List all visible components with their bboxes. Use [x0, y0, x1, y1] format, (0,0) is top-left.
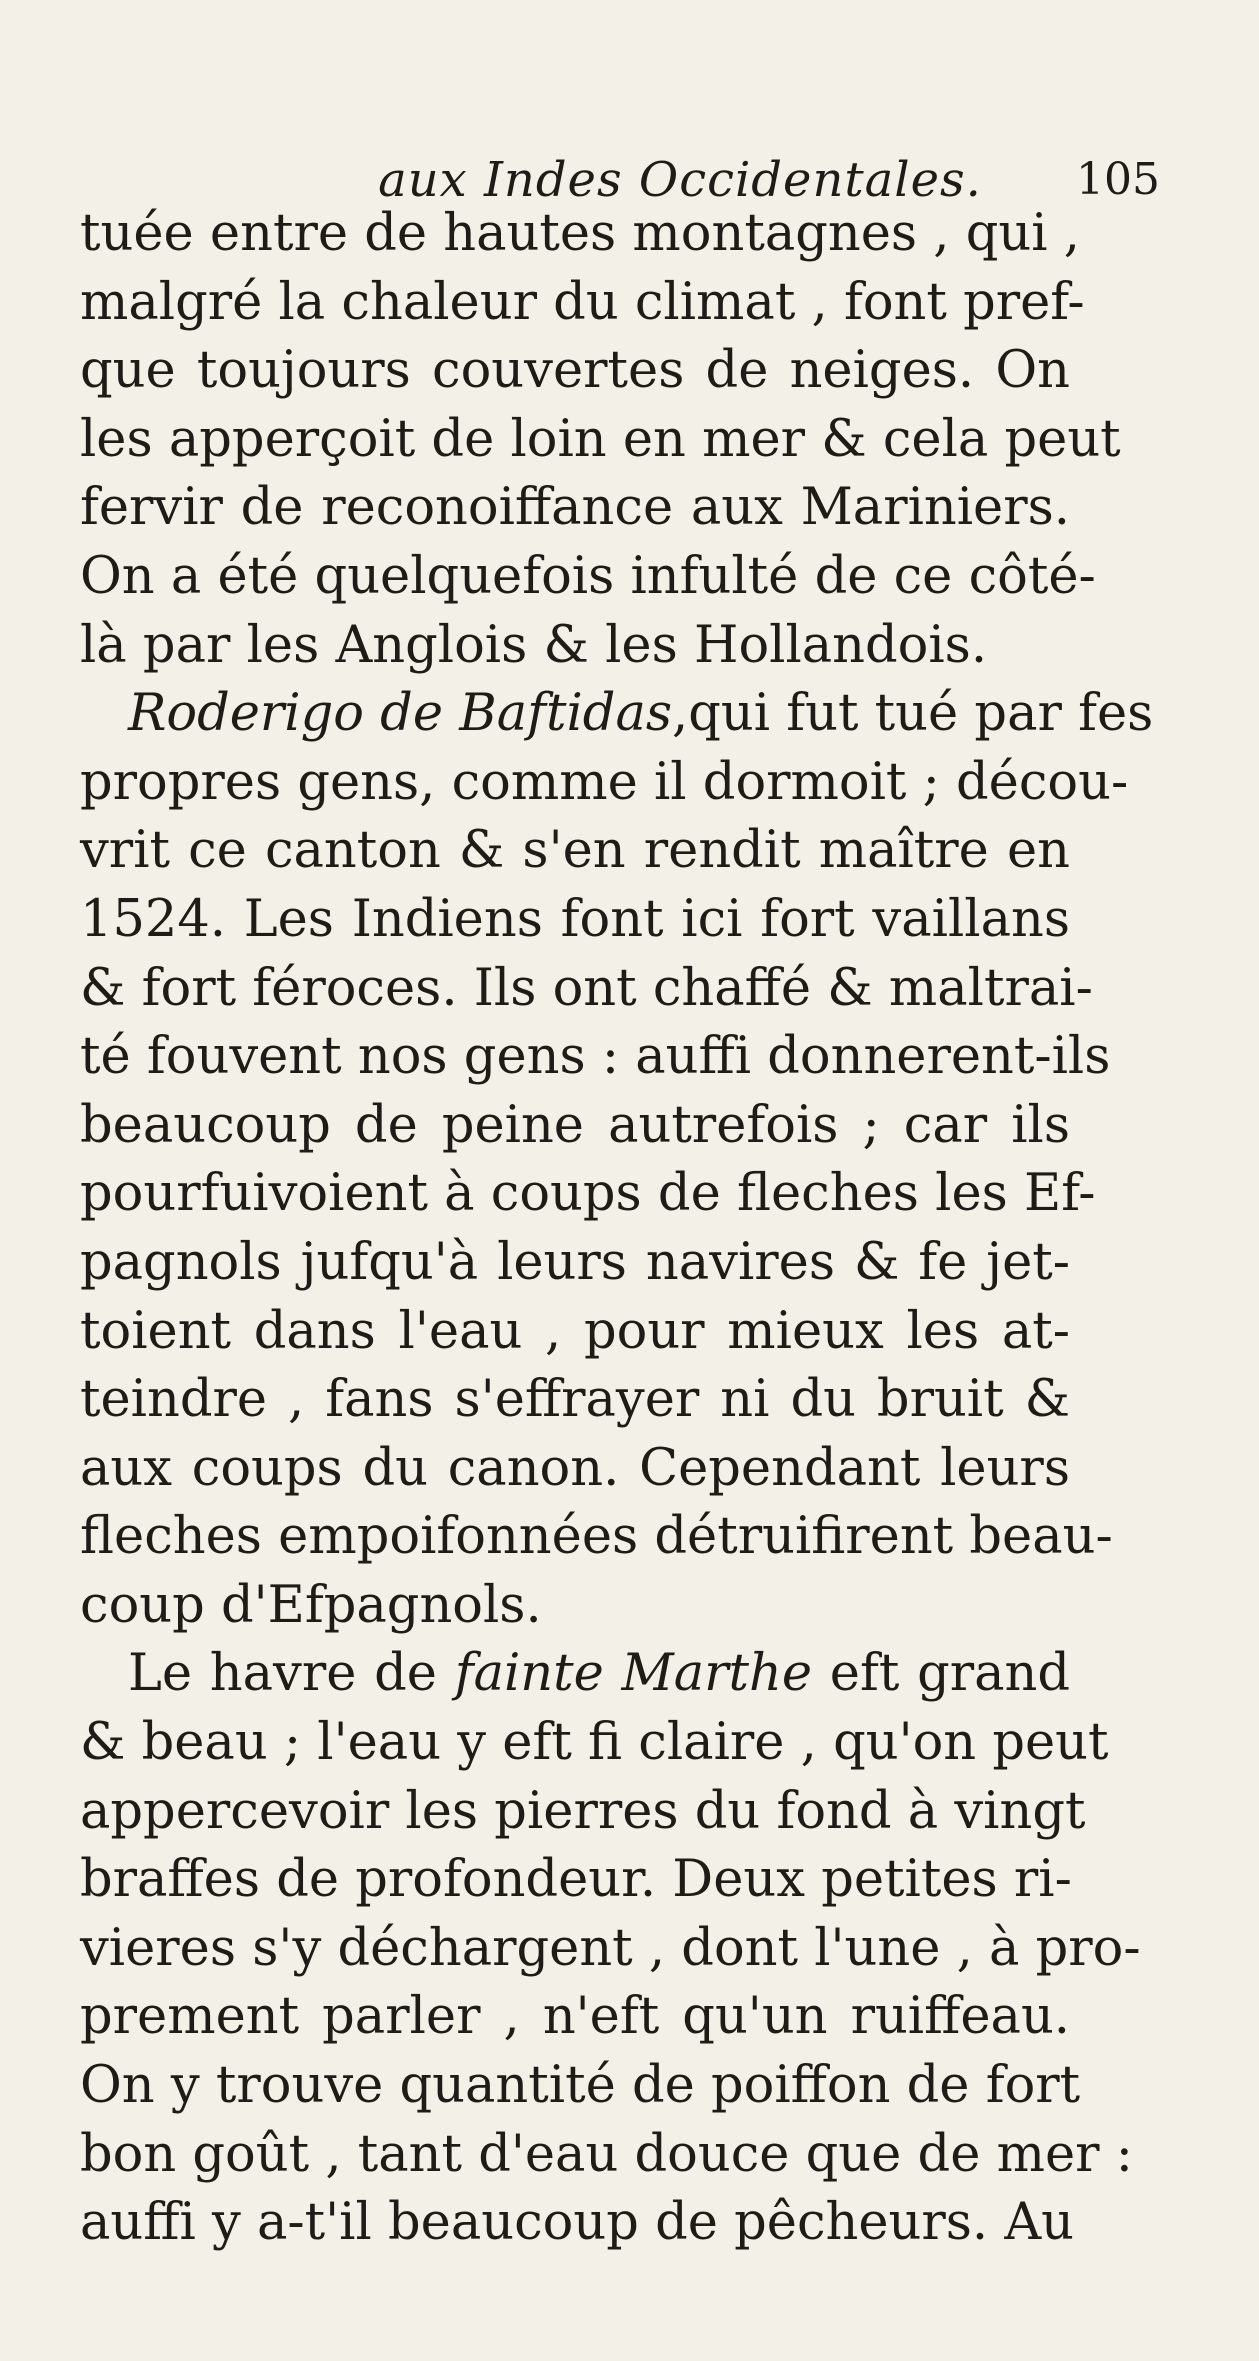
text-segment: & beau ; l'eau y eft fi claire , qu'on peut	[80, 1713, 1109, 1773]
text-line	[80, 474, 1070, 543]
text-segment: toient dans l'eau , pour mieux les at-	[80, 1301, 1070, 1361]
text-line	[80, 1435, 1070, 1504]
text-segment: & fort féroces. Ils ont chaffé & maltrai-	[80, 958, 1093, 1018]
text-line	[80, 955, 1093, 1024]
text-segment: pourfuivoient à coups de fleches les Ef-	[80, 1164, 1096, 1224]
text-line	[80, 1229, 1070, 1298]
text-line	[80, 1915, 1141, 1984]
text-line	[80, 2052, 1081, 2121]
body-text	[80, 200, 1154, 2258]
text-segment: malgré la chaleur du climat , font pref-	[80, 272, 1085, 332]
italic-text: fainte Marthe	[454, 1644, 813, 1704]
text-line	[80, 1983, 1070, 2052]
text-line	[80, 406, 1121, 475]
text-segment: On y trouve quantité de poiffon de fort	[80, 2056, 1081, 2116]
text-segment: ,qui fut tué par fes	[672, 684, 1154, 744]
text-line	[80, 1023, 1111, 1092]
text-line	[80, 2189, 1075, 2258]
text-line	[80, 886, 1070, 955]
text-line	[80, 612, 1070, 681]
text-segment: bon goût , tant d'eau douce que de mer :	[80, 2124, 1133, 2184]
text-line	[80, 1709, 1109, 1778]
text-segment: eft grand	[812, 1644, 1070, 1704]
text-line	[80, 1092, 1070, 1161]
text-segment: auffi y a-t'il beaucoup de pêcheurs. Au	[80, 2193, 1075, 2253]
text-segment: fleches empoifonnées détruifirent beau-	[80, 1507, 1113, 1567]
text-line	[80, 2121, 1133, 2190]
text-segment: que toujours couvertes de neiges. On	[80, 341, 1070, 401]
text-line	[80, 200, 1080, 269]
text-segment: tuée entre de hautes montagnes , qui ,	[80, 204, 1080, 263]
text-segment: les apperçoit de loin en mer & cela peut	[80, 409, 1121, 469]
text-line	[80, 749, 1129, 818]
text-segment: teindre , fans s'effrayer ni du bruit &	[80, 1370, 1070, 1430]
text-line	[80, 1503, 1113, 1572]
text-line	[80, 817, 1070, 886]
text-line	[80, 1778, 1086, 1847]
page-number: 105	[1076, 154, 1160, 205]
text-segment: aux coups du canon. Cependant leurs	[80, 1438, 1070, 1498]
text-line	[80, 1298, 1070, 1367]
text-line	[80, 543, 1096, 612]
text-segment: appercevoir les pierres du fond à vingt	[80, 1781, 1086, 1841]
text-line	[80, 1640, 1070, 1709]
text-line	[80, 337, 1070, 406]
text-segment: pagnols jufqu'à leurs navires & fe jet-	[80, 1232, 1070, 1292]
text-segment: Le havre de	[128, 1644, 455, 1704]
text-line	[80, 680, 1154, 749]
text-segment: propres gens, comme il dormoit ; décou-	[80, 752, 1129, 812]
text-segment: coup d'Efpagnols.	[80, 1575, 542, 1635]
italic-text: Roderigo de Baftidas	[128, 684, 673, 744]
text-segment: fervir de reconoiffance aux Mariniers.	[80, 478, 1070, 538]
text-segment: prement parler , n'eft qu'un ruiffeau.	[80, 1987, 1070, 2047]
text-line	[80, 269, 1085, 338]
text-segment: 1524. Les Indiens font ici fort vaillans	[80, 889, 1070, 949]
text-segment: là par les Anglois & les Hollandois.	[80, 615, 988, 675]
text-segment: beaucoup de peine autrefois ; car ils	[80, 1095, 1070, 1155]
text-segment: braffes de profondeur. Deux petites ri-	[80, 1850, 1072, 1910]
running-title: aux Indes Occidentales.	[378, 152, 982, 208]
text-line	[80, 1160, 1096, 1229]
text-line	[80, 1366, 1070, 1435]
text-segment: té fouvent nos gens : auffi donnerent-ils	[80, 1027, 1111, 1087]
text-segment: On a été quelquefois infulté de ce côté-	[80, 546, 1096, 606]
text-segment: vrit ce canton & s'en rendit maître en	[80, 821, 1070, 881]
text-line	[80, 1572, 1070, 1641]
text-segment: vieres s'y déchargent , dont l'une , à pro-	[80, 1918, 1141, 1978]
text-line	[80, 1846, 1070, 1915]
